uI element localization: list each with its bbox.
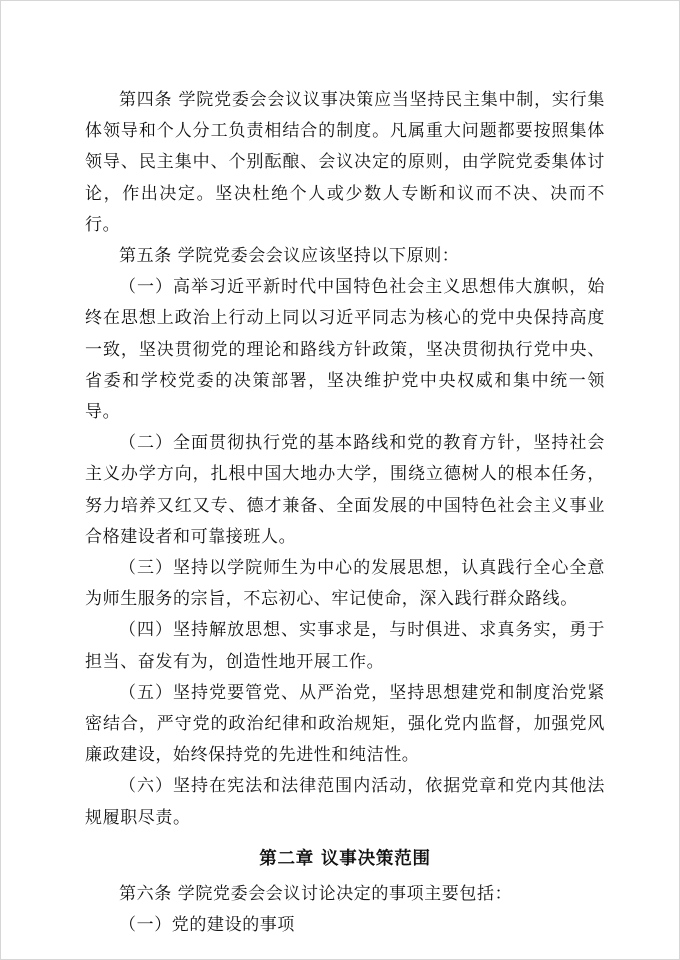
article-6-paragraph: 第六条 学院党委会会议讨论决定的事项主要包括： [119, 884, 513, 905]
principle-1-paragraph: （一）高举习近平新时代中国特色社会主义思想伟大旗帜，始终在思想上政治上行动上同以习近平同志为核心的党中央保持高度一致，坚决贯彻党的理论和路线方针政策，坚决贯彻执行党中央、省委和学校党委的决策部署，坚决维护党中央权威和集中统一领导。 [85, 277, 605, 423]
article-5-paragraph: 第五条 学院党委会会议应该坚持以下原则： [119, 246, 460, 267]
principle-4-paragraph: （四）坚持解放思想、实事求是，与时俱进、求真务实，勇于担当、奋发有为，创造性地开展工作。 [85, 620, 605, 672]
principle-3-paragraph: （三）坚持以学院师生为中心的发展思想，认真践行全心全意为师生服务的宗旨，不忘初心、牢记使命，深入践行群众路线。 [85, 558, 605, 610]
principle-6-paragraph: （六）坚持在宪法和法律范围内活动，依据党章和党内其他法规履职尽责。 [85, 776, 605, 828]
chapter-heading: 第二章 议事决策范围 [259, 848, 431, 869]
document-body [85, 85, 605, 941]
article-4-paragraph: 第四条 学院党委会会议议事决策应当坚持民主集中制，实行集体领导和个人分工负责相结合的制度。凡属重大问题都要按照集体领导、民主集中、个别酝酿、会议决定的原则，由学院党委集体讨论，作出决定。坚决杜绝个人或少数人专断和议而不决、决而不行。 [85, 90, 605, 235]
item-1-paragraph: （一）党的建设的事项 [119, 915, 295, 936]
principle-5-paragraph: （五）坚持党要管党、从严治党，坚持思想建党和制度治党紧密结合，严守党的政治纪律和政治规矩，强化党内监督，加强党风廉政建设，始终保持党的先进性和纯洁性。 [85, 682, 605, 766]
principle-2-paragraph: （二）全面贯彻执行党的基本路线和党的教育方针，坚持社会主义办学方向，扎根中国大地办大学，围绕立德树人的根本任务，努力培养又红又专、德才兼备、全面发展的中国特色社会主义事业合格建设者和可靠接班人。 [85, 433, 605, 547]
